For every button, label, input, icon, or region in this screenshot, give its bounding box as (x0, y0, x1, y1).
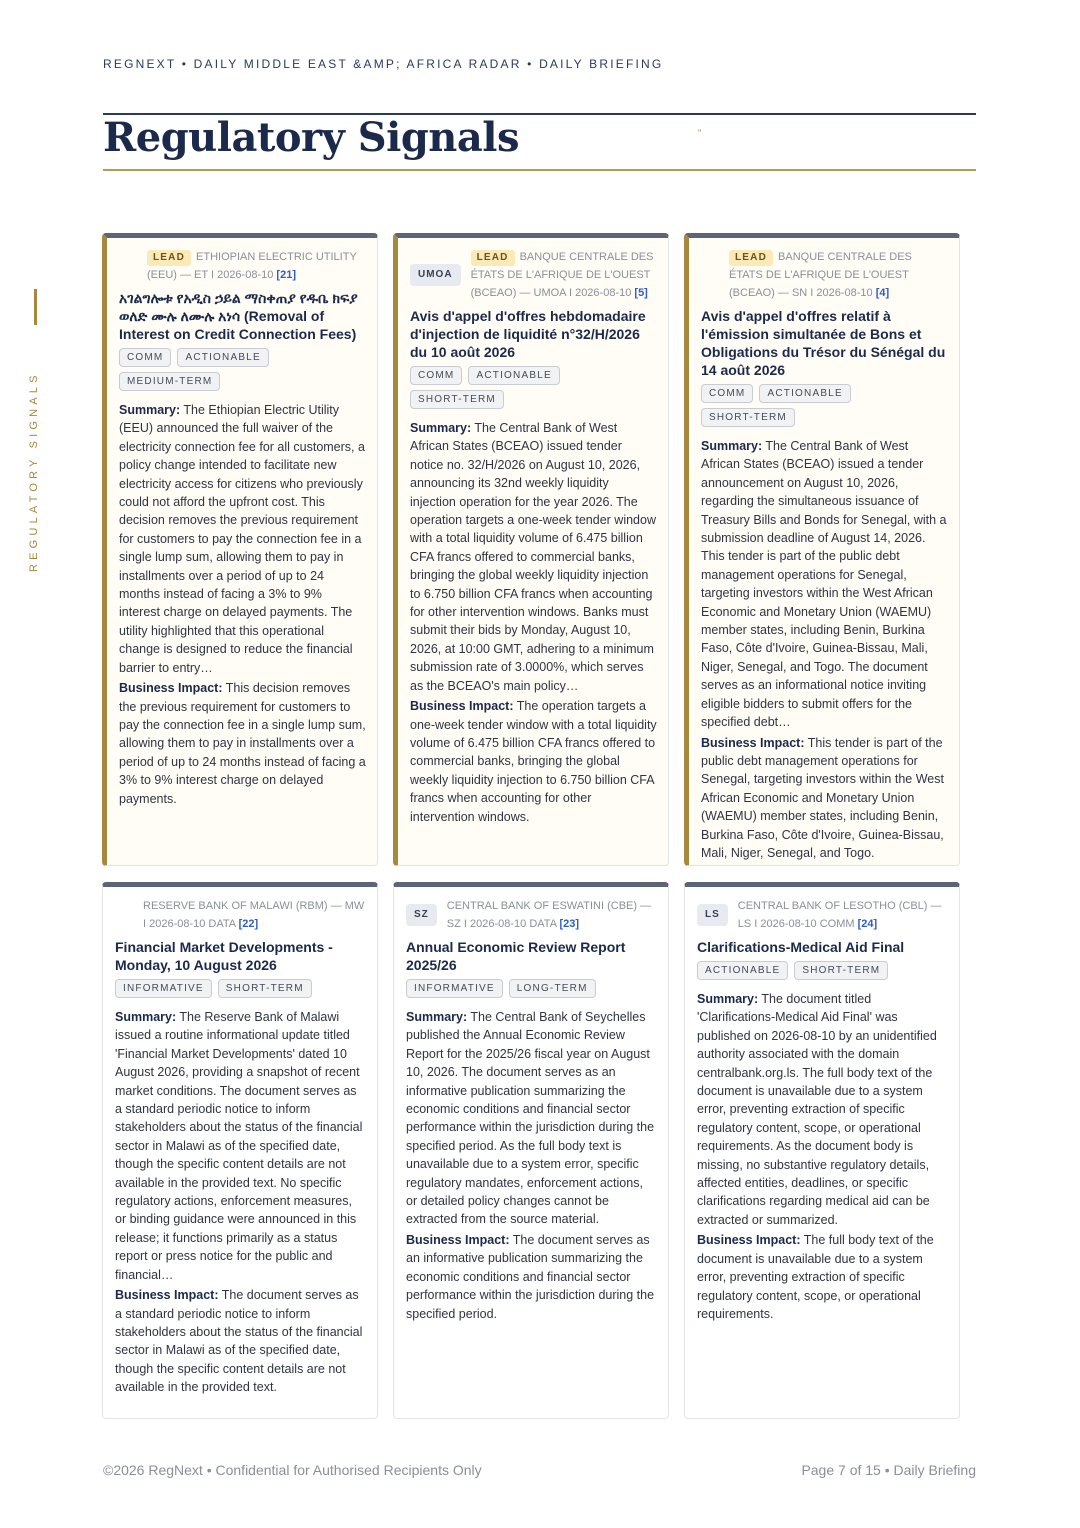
impact-label: Business Impact: (115, 1288, 219, 1303)
jurisdiction-badge: LS (697, 904, 728, 926)
tag-actionable: ACTIONABLE (759, 384, 850, 403)
card-title[interactable]: Annual Economic Review Report 2025/26 (406, 939, 626, 973)
reference-link[interactable]: [21] (276, 269, 296, 281)
tag-comm: COMM (119, 348, 171, 367)
tag-comm: COMM (701, 384, 753, 403)
footer-copyright: ©2026 RegNext • Confidential for Authorised Recipients Only (103, 1462, 482, 1478)
summary-label: Summary: (410, 421, 472, 435)
impact-label: Business Impact: (119, 681, 223, 696)
signal-card-cbe[interactable] (393, 882, 669, 1419)
card-source: BANQUE CENTRALE DES ÉTATS DE L'AFRIQUE DE L'OUEST (BCEAO) — SN I 2026-08-10 (729, 251, 912, 299)
card-meta (701, 248, 948, 302)
card-meta (697, 897, 948, 933)
signal-card-eeu[interactable] (102, 233, 378, 866)
header-mark: " (698, 128, 702, 138)
card-impact (406, 1231, 657, 1323)
summary-label: Summary: (115, 1010, 177, 1024)
lead-badge: LEAD (147, 250, 191, 266)
signal-card-rbm[interactable] (102, 882, 378, 1419)
reference-link[interactable]: [23] (559, 918, 580, 930)
card-meta (119, 248, 366, 284)
sidebar-accent-bar (34, 289, 37, 325)
reference-link[interactable]: [4] (875, 287, 890, 299)
tag-actionable: ACTIONABLE (177, 348, 268, 367)
signal-card-cbl[interactable] (684, 882, 960, 1419)
page-title: Regulatory Signals (103, 114, 520, 161)
tag-term: MEDIUM-TERM (119, 372, 220, 391)
sidebar-section-label: REGULATORY SIGNALS (28, 371, 40, 572)
card-summary (697, 990, 948, 1229)
summary-text: The Reserve Bank of Malawi issued a routine informational update titled 'Financial Market Developments' dated 10 August 2026, providing a snapshot of recent market conditions. The document serves as a standard periodic notice to inform stakeholders about the status of the financial sector in Malawi as of the specified date, though the specific content details are not available in the provided text. No specific regulatory actions, enforcement measures, or binding guidance were announced in this release; it functions primarily as a status report or press notice for the public and financial… (115, 1010, 363, 1282)
impact-text: This tender is part of the public debt management operations for Senegal, targeting investors within the West African Economic and Monetary Union (WAEMU) member states, including Benin, Burkina Faso, Côte d'Ivoire, Guinea-Bissau, Mali, Niger, Senegal, and Togo. (701, 735, 944, 860)
signal-card-bceao-umoa[interactable] (393, 233, 669, 866)
tag-actionable: ACTIONABLE (468, 366, 559, 385)
tag-actionable: ACTIONABLE (697, 961, 788, 980)
impact-text: The full body text of the document is unavailable due to a system error, preventing extraction of specific regulatory content, scope, or operational requirements. (697, 1233, 934, 1321)
tag-list (115, 978, 366, 1002)
card-summary (115, 1008, 366, 1284)
jurisdiction-badge: UMOA (410, 264, 461, 286)
card-summary (406, 1008, 657, 1229)
card-source: CENTRAL BANK OF LESOTHO (CBL) — LS I 2026-08-10 COMM (737, 900, 942, 930)
summary-label: Summary: (697, 992, 759, 1006)
summary-text: The Central Bank of Seychelles published the Annual Economic Review Report for the 2025/26 fiscal year on August 10, 2026. The document serves as an informative publication summarizing the economic conditions and financial sector performance within the jurisdiction during the specified period. As the full body text is unavailable due to a system error, specific regulatory mandates, enforcement actions, or detailed policy changes cannot be extracted from the source material. (406, 1010, 655, 1227)
lead-badge: LEAD (729, 250, 773, 266)
card-source: RESERVE BANK OF MALAWI (RBM) — MW I 2026-08-10 DATA (143, 900, 365, 930)
tag-term: LONG-TERM (509, 979, 596, 998)
tag-term: SHORT-TERM (218, 979, 312, 998)
reference-link[interactable]: [22] (238, 918, 259, 930)
header-rule-bottom (103, 169, 976, 171)
reference-link[interactable]: [24] (857, 918, 878, 930)
summary-text: The Central Bank of West African States (BCEAO) issued a tender announcement on August 10, 2026, regarding the simultaneous issuance of Treasury Bills and Bonds for Senegal, with a submission deadline of August 14, 2026. This tender is part of the public debt management operations for Senegal, targeting investors within the West African Economic and Monetary Union (WAEMU) member states, including Benin, Burkina Faso, Côte d'Ivoire, Guinea-Bissau, Mali, Niger, Senegal, and Togo. The document serves as an informational notice inviting eligible bidders to submit offers for the specified debt… (701, 439, 947, 730)
tag-informative: INFORMATIVE (115, 979, 212, 998)
impact-label: Business Impact: (697, 1233, 801, 1248)
impact-label: Business Impact: (406, 1232, 510, 1247)
tag-list (406, 978, 657, 1002)
card-impact (410, 697, 657, 826)
card-summary (119, 401, 366, 677)
card-source: BANQUE CENTRALE DES ÉTATS DE L'AFRIQUE DE L'OUEST (BCEAO) — UMOA I 2026-08-10 (470, 251, 654, 299)
tag-list (410, 365, 657, 413)
card-impact (697, 1231, 948, 1323)
jurisdiction-badge: SZ (406, 904, 437, 926)
tag-list (119, 347, 366, 395)
summary-text: The Ethiopian Electric Utility (EEU) announced the full waiver of the electricity connection fee for all customers, a policy change intended to facilitate new electricity access for citizens who previously could not afford the upfront cost. This decision removes the previous requirement for customers to pay the connection fee in a single lump sum, allowing them to pay in installments over a period of up to 24 months instead of facing a 3% to 9% interest charge on delayed payments. The utility highlighted that this operational change is designed to reduce the financial barrier to entry… (119, 403, 365, 675)
card-summary (701, 437, 948, 732)
impact-text: The operation targets a one-week tender window with a total liquidity volume of 6.475 billion CFA francs offered to commercial banks, bringing the global weekly liquidity injection to 6.750 billion CFA francs when accounting for other intervention windows. (410, 699, 657, 824)
card-impact (701, 734, 948, 863)
card-title[interactable]: Avis d'appel d'offres relatif à l'émission simultanée de Bons et Obligations du Trésor du Sénégal du 14 août 2026 (701, 308, 946, 378)
card-title[interactable]: Avis d'appel d'offres hebdomadaire d'injection de liquidité n°32/H/2026 du 10 août 2026 (410, 308, 646, 360)
card-impact (119, 679, 366, 808)
tag-list (697, 960, 948, 984)
summary-label: Summary: (406, 1010, 468, 1024)
card-impact (115, 1286, 366, 1396)
summary-text: The document titled 'Clarifications-Medical Aid Final' was published on 2026-08-10 by an unidentified authority associated with the domain centralbank.org.ls. The full body text of the document is unavailable due to a system error, preventing extraction of specific regulatory content, scope, or operational requirements. As the document body is missing, no substantive regulatory details, affected entities, deadlines, or specific clarifications regarding medical aid can be extracted or summarized. (697, 992, 937, 1227)
briefing-eyebrow: REGNEXT • DAILY MIDDLE EAST &AMP; AFRICA RADAR • DAILY BRIEFING (103, 57, 664, 71)
card-source: ETHIOPIAN ELECTRIC UTILITY (EEU) — ET I 2026-08-10 (147, 251, 357, 281)
card-title[interactable]: Clarifications-Medical Aid Final (697, 939, 905, 955)
tag-comm: COMM (410, 366, 462, 385)
impact-label: Business Impact: (701, 735, 805, 750)
tag-term: SHORT-TERM (410, 390, 504, 409)
card-meta (406, 897, 657, 933)
signal-card-bceao-sn[interactable] (684, 233, 960, 866)
card-meta (410, 248, 657, 302)
impact-label: Business Impact: (410, 699, 514, 714)
tag-informative: INFORMATIVE (406, 979, 503, 998)
reference-link[interactable]: [5] (634, 287, 648, 299)
card-source: CENTRAL BANK OF ESWATINI (CBE) — SZ I 2026-08-10 DATA (446, 900, 652, 930)
impact-text: The document serves as an informative publication summarizing the economic conditions and financial sector performance within the jurisdiction during the specified period. (406, 1232, 655, 1321)
footer-page-number: Page 7 of 15 • Daily Briefing (801, 1462, 976, 1478)
tag-list (701, 383, 948, 431)
card-summary (410, 419, 657, 695)
tag-term: SHORT-TERM (701, 408, 795, 427)
impact-text: The document serves as a standard periodic notice to inform stakeholders about the status of the financial sector in Malawi as of the specified date, though the specific content details are not available in the provided text. (115, 1288, 363, 1395)
card-title[interactable]: Financial Market Developments - Monday, 10 August 2026 (115, 939, 333, 973)
lead-badge: LEAD (471, 250, 515, 266)
card-meta (115, 897, 366, 933)
tag-term: SHORT-TERM (794, 961, 888, 980)
summary-text: The Central Bank of West African States (BCEAO) issued tender notice no. 32/H/2026 on August 10, 2026, announcing its 32nd weekly liquidity injection operation for the year 2026. The operation targets a one-week tender window with a total liquidity volume of 6.475 billion CFA francs offered to commercial banks, bringing the global weekly liquidity injection to 6.750 billion CFA francs when accounting for other intervention windows. Banks must submit their bids by Monday, August 10, 2026, at 10:00 GMT, adhering to a minimum submission rate of 3.0000%, which serves as the BCEAO's main policy… (410, 421, 656, 693)
card-title[interactable]: አገልግሎቱ የአዲስ ኃይል ማስቀጠያ የዱቤ ክፍያ ወለድ ሙሉ ለሙሉ አነሳ (Removal of Interest on Credit Connection Fees) (119, 290, 358, 342)
impact-text: This decision removes the previous requirement for customers to pay the connection fee in a single lump sum, allowing them to pay in installments over a period of up to 24 months instead of facing a 3% to 9% interest charge on delayed payments. (119, 681, 366, 806)
summary-label: Summary: (701, 439, 763, 453)
summary-label: Summary: (119, 403, 181, 417)
